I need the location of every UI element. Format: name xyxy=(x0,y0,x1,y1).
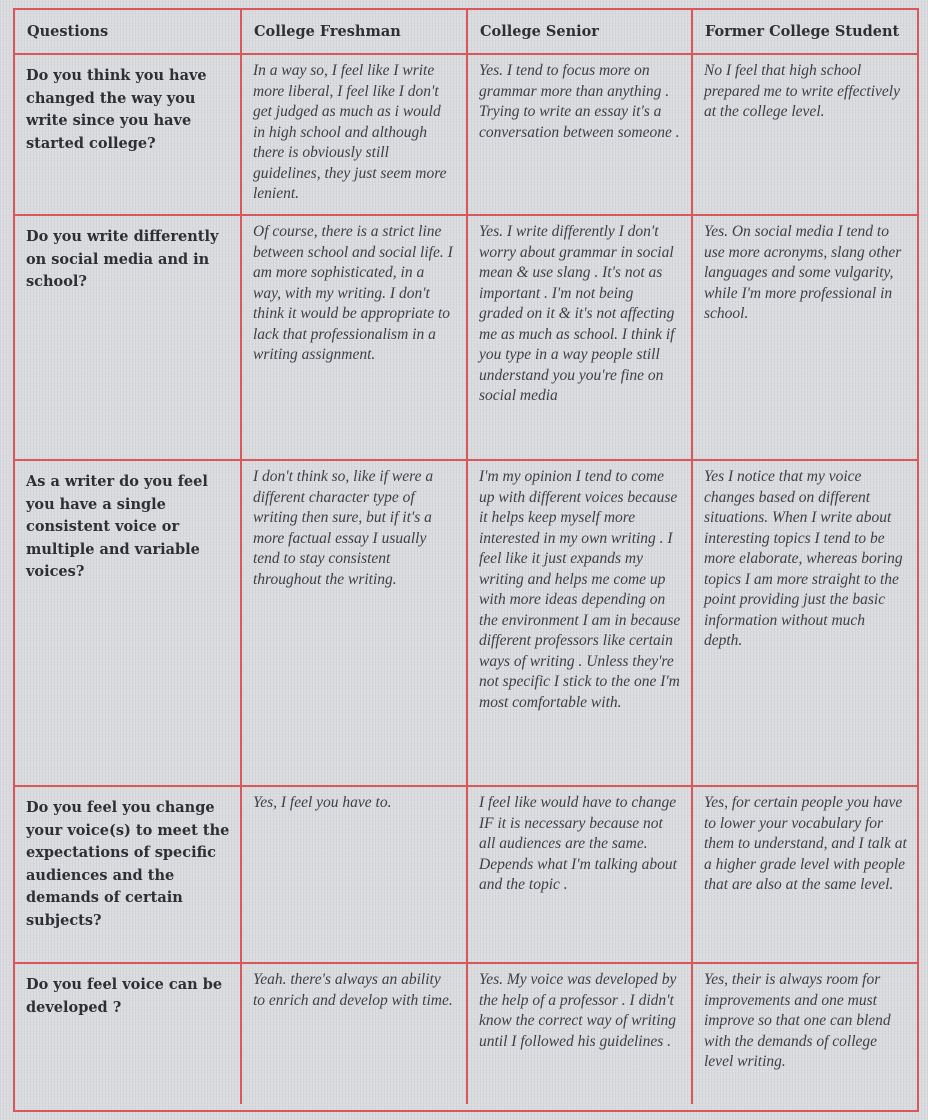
senior-answer-cell: Yes. I write differently I don't worry about grammar in social mean & use slang . It's not as important . I'm not being graded on it & it's not affecting me as much as school. I think if you type in a way people still understand you you're fine on social media xyxy=(468,216,693,461)
former-student-answer-cell: Yes. On social media I tend to use more acronyms, slang other languages and some vulgarity, while I'm more professional in school. xyxy=(693,216,917,461)
header-former-college-student: Former College Student xyxy=(693,10,917,55)
senior-answer-cell: I'm my opinion I tend to come up with different voices because it helps keep myself more interested in my own writing . I feel like it just expands my writing and helps me come up with more ideas depending on the environment I am in because different professors like certain ways of writing . Unless they're not specific I stick to the one I'm most comfortable with. xyxy=(468,461,693,787)
question-cell: Do you write differently on social media and in school? xyxy=(15,216,242,461)
question-cell: As a writer do you feel you have a single consistent voice or multiple and variable voices? xyxy=(15,461,242,787)
header-college-senior: College Senior xyxy=(468,10,693,55)
question-cell: Do you feel voice can be developed ? xyxy=(15,964,242,1104)
survey-table xyxy=(13,8,919,1112)
freshman-answer-cell: Yes, I feel you have to. xyxy=(242,787,468,964)
question-cell: Do you feel you change your voice(s) to meet the expectations of specific audiences and the demands of certain subjects? xyxy=(15,787,242,964)
former-student-answer-cell: Yes, for certain people you have to lower your vocabulary for them to understand, and I talk at a higher grade level with people that are also at the same level. xyxy=(693,787,917,964)
freshman-answer-cell: Yeah. there's always an ability to enrich and develop with time. xyxy=(242,964,468,1104)
freshman-answer-cell: In a way so, I feel like I write more liberal, I feel like I don't get judged as much as i would in high school and although there is obviously still guidelines, they just seem more lenient. xyxy=(242,55,468,216)
question-cell: Do you think you have changed the way you write since you have started college? xyxy=(15,55,242,216)
header-questions: Questions xyxy=(15,10,242,55)
senior-answer-cell: I feel like would have to change IF it is necessary because not all audiences are the same. Depends what I'm talking about and the topic . xyxy=(468,787,693,964)
freshman-answer-cell: Of course, there is a strict line between school and social life. I am more sophisticated, in a way, with my writing. I don't think it would be appropriate to lack that professionalism in a writing assignment. xyxy=(242,216,468,461)
former-student-answer-cell: Yes I notice that my voice changes based on different situations. When I write about interesting topics I tend to be more elaborate, whereas boring topics I am more straight to the point providing just the basic information without much depth. xyxy=(693,461,917,787)
header-college-freshman: College Freshman xyxy=(242,10,468,55)
former-student-answer-cell: Yes, their is always room for improvements and one must improve so that one can blend with the demands of college level writing. xyxy=(704,971,891,1070)
freshman-answer-cell: I don't think so, like if were a different character type of writing then sure, but if it's a more factual essay I usually tend to stay consistent throughout the writing. xyxy=(242,461,468,787)
senior-answer-cell: Yes. My voice was developed by the help of a professor . I didn't know the correct way of writing until I followed his guidelines . xyxy=(468,964,693,1104)
former-student-answer-cell: No I feel that high school prepared me to write effectively at the college level. xyxy=(693,55,917,216)
senior-answer-cell: Yes. I tend to focus more on grammar more than anything . Trying to write an essay it's a conversation between someone . xyxy=(468,55,693,216)
